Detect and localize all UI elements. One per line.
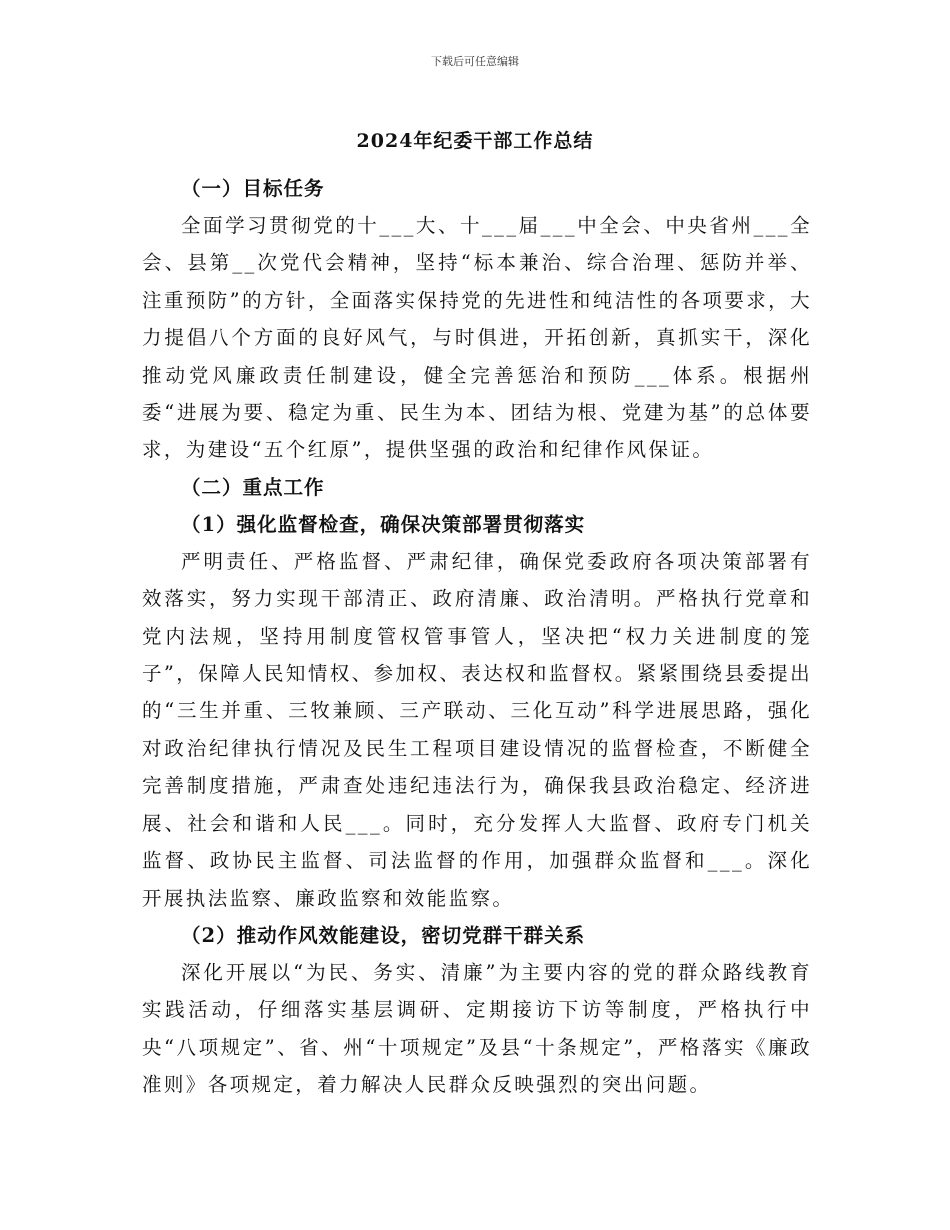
- section-heading-1: （一）目标任务: [181, 177, 325, 200]
- section-paragraph-1: 全面学习贯彻党的十___大、十___届___中全会、中央省州___全会、县第__次党代会精神，坚持“标本兼治、综合治理、惩防并举、注重预防”的方针，全面落实保持党的先进性和纯洁性的各项要求，大力提倡八个方面的良好风气，与时俱进，开拓创新，真抓实干，深化推动党风廉政责任制建设，健全完善惩治和预防___体系。根据州委“进展为要、稳定为重、民生为本、团结为根、党建为基”的总体要求，为建设“五个红原”，提供坚强的政治和纪律作风保证。: [142, 214, 812, 462]
- subsection-heading-2: （2）推动作风效能建设，密切党群干群关系: [181, 923, 586, 947]
- subsection-heading-1: （1）强化监督检查，确保决策部署贯彻落实: [181, 512, 586, 536]
- subsection-paragraph-1: 严明责任、严格监督、严肃纪律，确保党委政府各项决策部署有效落实，努力实现干部清正、政府清廉、政治清明。严格执行党章和党内法规，坚持用制度管权管事管人，坚决把“权力关进制度的笼子”，保障人民知情权、参加权、表达权和监督权。紧紧围绕县委提出的“三生并重、三牧兼顾、三产联动、三化互动”科学进展思路，强化对政治纪律执行情况及民生工程项目建设情况的监督检查，不断健全完善制度措施，严肃查处违纪违法行为，确保我县政治稳定、经济进展、社会和谐和人民___。同时，充分发挥人大监督、政府专门机关监督、政协民主监督、司法监督的作用，加强群众监督和___。深化开展执法监察、廉政监察和效能监察。: [142, 549, 812, 910]
- subsection-paragraph-2: 深化开展以“为民、务实、清廉”为主要内容的党的群众路线教育实践活动，仔细落实基层调研、定期接访下访等制度，严格执行中央“八项规定”、省、州“十项规定”及县“十条规定”，严格落实《廉政准则》各项规定，着力解决人民群众反映强烈的突出问题。: [142, 960, 812, 1097]
- document-title: 2024年纪委干部工作总结: [356, 130, 594, 152]
- section-heading-2: （二）重点工作: [181, 475, 325, 499]
- header-note: 下载后可任意编辑: [431, 55, 519, 68]
- document-body: [142, 170, 812, 1104]
